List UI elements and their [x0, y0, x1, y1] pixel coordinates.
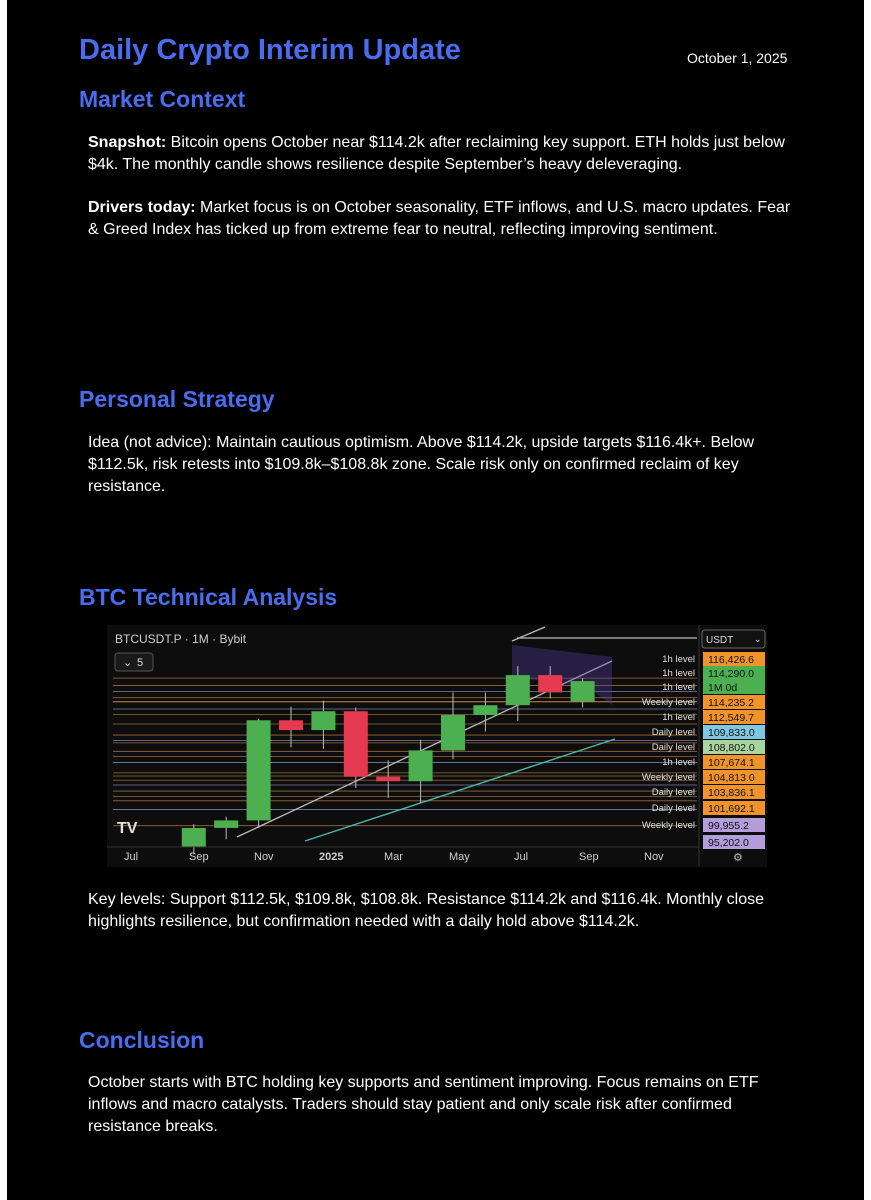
candle-body	[247, 720, 271, 820]
price-value: 95,202.0	[708, 837, 749, 849]
conclusion-heading: Conclusion	[79, 1027, 205, 1053]
chevron-down-icon: ⌄	[123, 657, 133, 669]
level-label: 1h level	[662, 668, 695, 679]
price-value: 103,836.1	[708, 787, 755, 799]
candle-body	[279, 720, 303, 730]
snapshot-text: Bitcoin opens October near $114.2k after reclaiming key support. ETH holds just below $4k. The monthly candle shows resilience despite September’s heavy deleveraging.	[88, 134, 785, 173]
snapshot-paragraph	[88, 132, 798, 176]
price-value: 99,955.2	[708, 820, 749, 832]
level-label: Weekly level	[641, 697, 695, 708]
level-label: Daily level	[651, 742, 695, 753]
candle-body	[376, 777, 400, 782]
x-tick-label: Sep	[579, 851, 599, 863]
chart-symbol-label: BTCUSDT.P · 1M · Bybit	[115, 632, 247, 646]
x-tick-label: Mar	[384, 851, 403, 863]
price-value: 114,235.2	[708, 697, 754, 709]
snapshot-label: Snapshot:	[88, 134, 167, 151]
x-tick-label: Nov	[644, 851, 664, 863]
drivers-label: Drivers today:	[88, 199, 196, 216]
technical-analysis-heading: BTC Technical Analysis	[79, 584, 338, 610]
level-label: Daily level	[651, 803, 695, 814]
level-label: Daily level	[651, 787, 695, 798]
x-tick-label: Sep	[189, 851, 209, 863]
gear-icon: ⚙	[733, 851, 743, 864]
indicator-toggle-box	[115, 653, 153, 671]
btc-chart	[107, 625, 767, 867]
x-tick-label: Nov	[254, 851, 274, 863]
document-page	[7, 0, 864, 1200]
level-label: 1h level	[662, 682, 695, 693]
level-label: Weekly level	[641, 820, 695, 831]
x-tick-label: Jul	[514, 851, 529, 863]
level-label: Daily level	[651, 727, 695, 738]
candle-body	[214, 820, 238, 828]
candle-body	[473, 705, 497, 715]
x-tick-label: 2025	[319, 851, 344, 863]
price-value: 112,549.7	[708, 712, 754, 724]
key-levels-paragraph: Key levels: Support $112.5k, $109.8k, $108.8k. Resistance $114.2k and $116.4k. Monthly close highlights resilience, but confirmation needed with a daily hold above $114.2k.	[88, 891, 764, 930]
price-value: 116,426.6	[708, 654, 754, 666]
level-label: 1h level	[662, 757, 695, 768]
candle-body	[344, 711, 368, 777]
price-value: 114,290.0	[708, 668, 754, 680]
market-context-heading: Market Context	[79, 86, 246, 112]
indicator-count: 5	[137, 657, 144, 669]
tradingview-logo: TV	[117, 820, 138, 837]
personal-strategy-heading: Personal Strategy	[79, 386, 275, 412]
candle-body	[538, 675, 562, 692]
price-value: 1M 0d	[708, 682, 738, 694]
chevron-down-icon: ⌄	[754, 634, 762, 644]
conclusion-paragraph: October starts with BTC holding key supports and sentiment improving. Focus remains on ETF inflows and macro catalysts. Traders should stay patient and only scale risk after confirmed resistance breaks.	[88, 1074, 759, 1135]
level-label: 1h level	[662, 654, 695, 665]
price-value: 107,674.1	[708, 757, 755, 769]
level-label: Weekly level	[641, 772, 695, 783]
candle-body	[311, 711, 335, 730]
candle-body	[182, 828, 206, 847]
btc-chart-svg	[107, 625, 767, 867]
page-title: Daily Crypto Interim Update	[79, 34, 461, 66]
level-label: 1h level	[662, 712, 695, 723]
candle-body	[571, 681, 595, 701]
drivers-text: Market focus is on October seasonality, ETF inflows, and U.S. macro updates. Fear & Greed Index has ticked up from extreme fear to neutral, reflecting improving sentiment.	[88, 199, 791, 238]
drivers-paragraph	[88, 197, 798, 241]
price-value: 101,692.1	[708, 803, 755, 815]
currency-select-value: USDT	[706, 635, 734, 646]
candle-body	[441, 715, 465, 750]
strategy-paragraph: Idea (not advice): Maintain cautious optimism. Above $114.2k, upside targets $116.4k+. Below $112.5k, risk retests into $109.8k–$108.8k zone. Scale risk only on confirmed reclaim of key resistance.	[88, 434, 755, 495]
candle-body	[409, 750, 433, 781]
price-value: 104,813.0	[708, 772, 755, 784]
price-value: 108,802.0	[708, 742, 755, 754]
x-tick-label: Jul	[124, 851, 139, 863]
candle-body	[506, 675, 530, 705]
x-tick-label: May	[449, 851, 470, 863]
price-value: 109,833.0	[708, 727, 755, 739]
report-date: October 1, 2025	[687, 50, 788, 66]
